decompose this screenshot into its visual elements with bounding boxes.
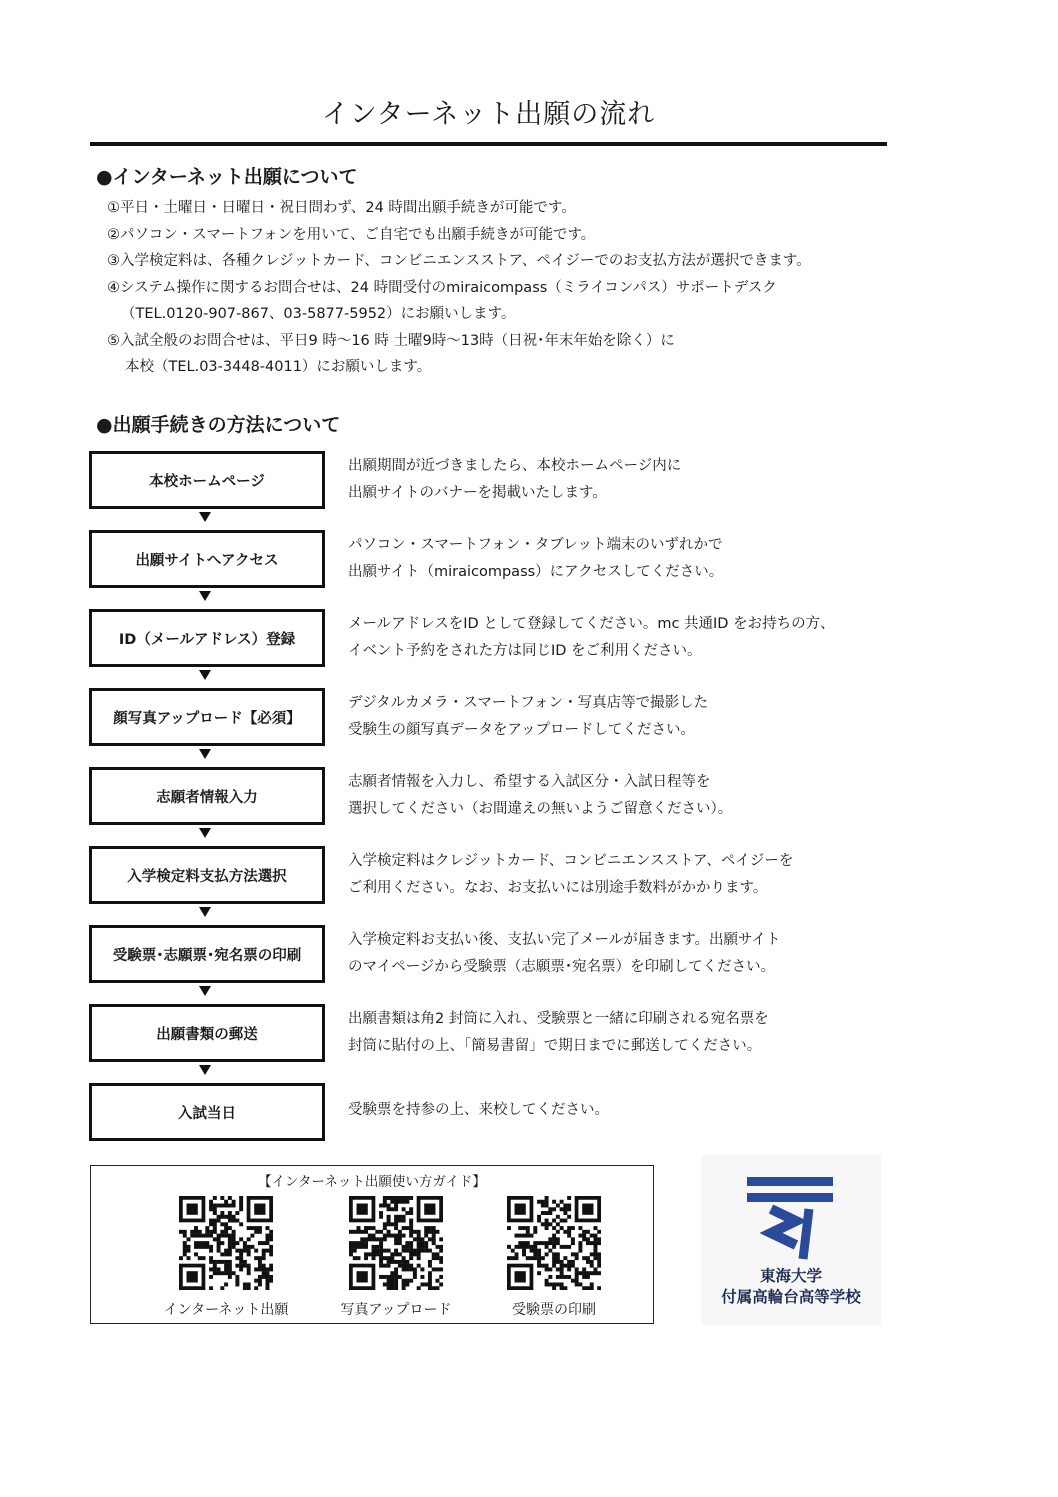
about-line: 本校（TEL.03-3448-4011）にお願いします。 <box>125 359 432 375</box>
school-emblem-icon <box>701 1169 881 1269</box>
down-arrow-icon <box>199 828 211 838</box>
step-desc-line: パソコン・スマートフォン・タブレット端末のいずれかで <box>348 537 723 553</box>
step-description <box>348 848 888 902</box>
usage-guide-box <box>90 1165 654 1324</box>
qr-code-icon[interactable] <box>179 1196 273 1290</box>
step-description <box>348 690 888 744</box>
flow-step <box>89 451 869 507</box>
down-arrow-icon <box>199 670 211 680</box>
qr-code-icon[interactable] <box>349 1196 443 1290</box>
step-desc-line: 受験生の顔写真データをアップロードしてください。 <box>348 722 695 738</box>
school-logo <box>701 1155 881 1325</box>
step-box: 顔写真アップロード【必須】 <box>89 688 325 746</box>
flow-step <box>89 846 869 902</box>
about-line: ②パソコン・スマートフォンを用いて、ご自宅でも出願手続きが可能です。 <box>107 226 596 243</box>
step-description <box>348 927 888 981</box>
step-description <box>348 1097 888 1124</box>
down-arrow-icon <box>199 986 211 996</box>
step-desc-line: 出願書類は角2 封筒に入れ、受験票と一緒に印刷される宛名票を <box>348 1011 769 1027</box>
guide-title: 【インターネット出願使い方ガイド】 <box>258 1174 486 1190</box>
about-line: ①平日・土曜日・日曜日・祝日問わず、24 時間出願手続きが可能です。 <box>107 200 576 216</box>
step-desc-line: デジタルカメラ・スマートフォン・写真店等で撮影した <box>348 695 709 711</box>
flow-step <box>89 609 869 665</box>
about-line: ④システム操作に関するお問合せは、24 時間受付のmiraicompass（ミライコンパス）サポートデスク <box>107 279 777 296</box>
down-arrow-icon <box>199 749 211 759</box>
step-desc-line: 出願期間が近づきましたら、本校ホームページ内に <box>348 458 682 474</box>
title-divider <box>90 142 887 146</box>
flow-step <box>89 767 869 823</box>
qr-label: 写真アップロード <box>340 1302 452 1318</box>
qr-label: インターネット出願 <box>163 1302 289 1318</box>
qr-item[interactable] <box>474 1196 634 1319</box>
step-box: 出願サイトへアクセス <box>89 530 325 588</box>
about-line: ③入学検定料は、各種クレジットカード、コンビニエンスストア、ペイジーでのお支払方法が選択できます。 <box>107 253 811 269</box>
step-desc-line: 選択してください（お間違えの無いようご留意ください）。 <box>348 801 733 817</box>
flow-step <box>89 925 869 981</box>
qr-item[interactable] <box>146 1196 306 1319</box>
flow-step <box>89 1004 869 1060</box>
qr-label: 受験票の印刷 <box>512 1302 596 1318</box>
step-desc-line: 志願者情報を入力し、希望する入試区分・入試日程等を <box>348 774 711 790</box>
about-line: ⑤入試全般のお問合せは、平日9 時～16 時 土曜9時～13時（日祝･年末年始を除く）に <box>107 332 675 349</box>
school-name-line2: 付属高輪台高等学校 <box>721 1288 861 1306</box>
step-desc-line: ご利用ください。なお、お支払いには別途手数料がかかります。 <box>348 880 768 896</box>
down-arrow-icon <box>199 512 211 522</box>
flow-step <box>89 530 869 586</box>
flow-step <box>89 1083 869 1139</box>
section-heading-procedure: ●出願手続きの方法について <box>96 414 341 436</box>
step-box: 入試当日 <box>89 1083 325 1141</box>
qr-item[interactable] <box>316 1196 476 1319</box>
step-description <box>348 1006 888 1060</box>
about-list <box>107 195 887 381</box>
step-desc-line: のマイページから受験票（志願票･宛名票）を印刷してください。 <box>348 959 776 975</box>
step-desc-line: メールアドレスをID として登録してください。mc 共通ID をお持ちの方、 <box>348 616 835 632</box>
step-desc-line: 受験票を持参の上、来校してください。 <box>348 1102 609 1118</box>
step-desc-line: 入学検定料はクレジットカード、コンビニエンスストア、ペイジーを <box>348 853 794 869</box>
about-line: （TEL.0120-907-867、03-5877-5952）にお願いします。 <box>121 306 516 322</box>
step-box: 本校ホームページ <box>89 451 325 509</box>
step-description <box>348 611 888 665</box>
qr-code-icon[interactable] <box>507 1196 601 1290</box>
step-desc-line: 出願サイトのバナーを掲載いたします。 <box>348 485 607 501</box>
step-desc-line: 封筒に貼付の上、「簡易書留」で期日までに郵送してください。 <box>348 1038 762 1054</box>
section-heading-about: ●インターネット出願について <box>96 166 358 188</box>
down-arrow-icon <box>199 907 211 917</box>
step-box: ID（メールアドレス）登録 <box>89 609 325 667</box>
step-box: 志願者情報入力 <box>89 767 325 825</box>
step-box: 受験票･志願票･宛名票の印刷 <box>89 925 325 983</box>
step-box: 入学検定料支払方法選択 <box>89 846 325 904</box>
step-desc-line: イベント予約をされた方は同じID をご利用ください。 <box>348 643 702 659</box>
step-description <box>348 532 888 586</box>
step-description <box>348 769 888 823</box>
down-arrow-icon <box>199 1065 211 1075</box>
step-description <box>348 453 888 507</box>
step-box: 出願書類の郵送 <box>89 1004 325 1062</box>
flow-step <box>89 688 869 744</box>
school-name-line1: 東海大学 <box>759 1267 822 1285</box>
down-arrow-icon <box>199 591 211 601</box>
page-title: インターネット出願の流れ <box>321 99 656 130</box>
step-desc-line: 出願サイト（miraicompass）にアクセスしてください。 <box>348 564 724 580</box>
step-desc-line: 入学検定料お支払い後、支払い完了メールが届きます。出願サイト <box>348 932 781 948</box>
